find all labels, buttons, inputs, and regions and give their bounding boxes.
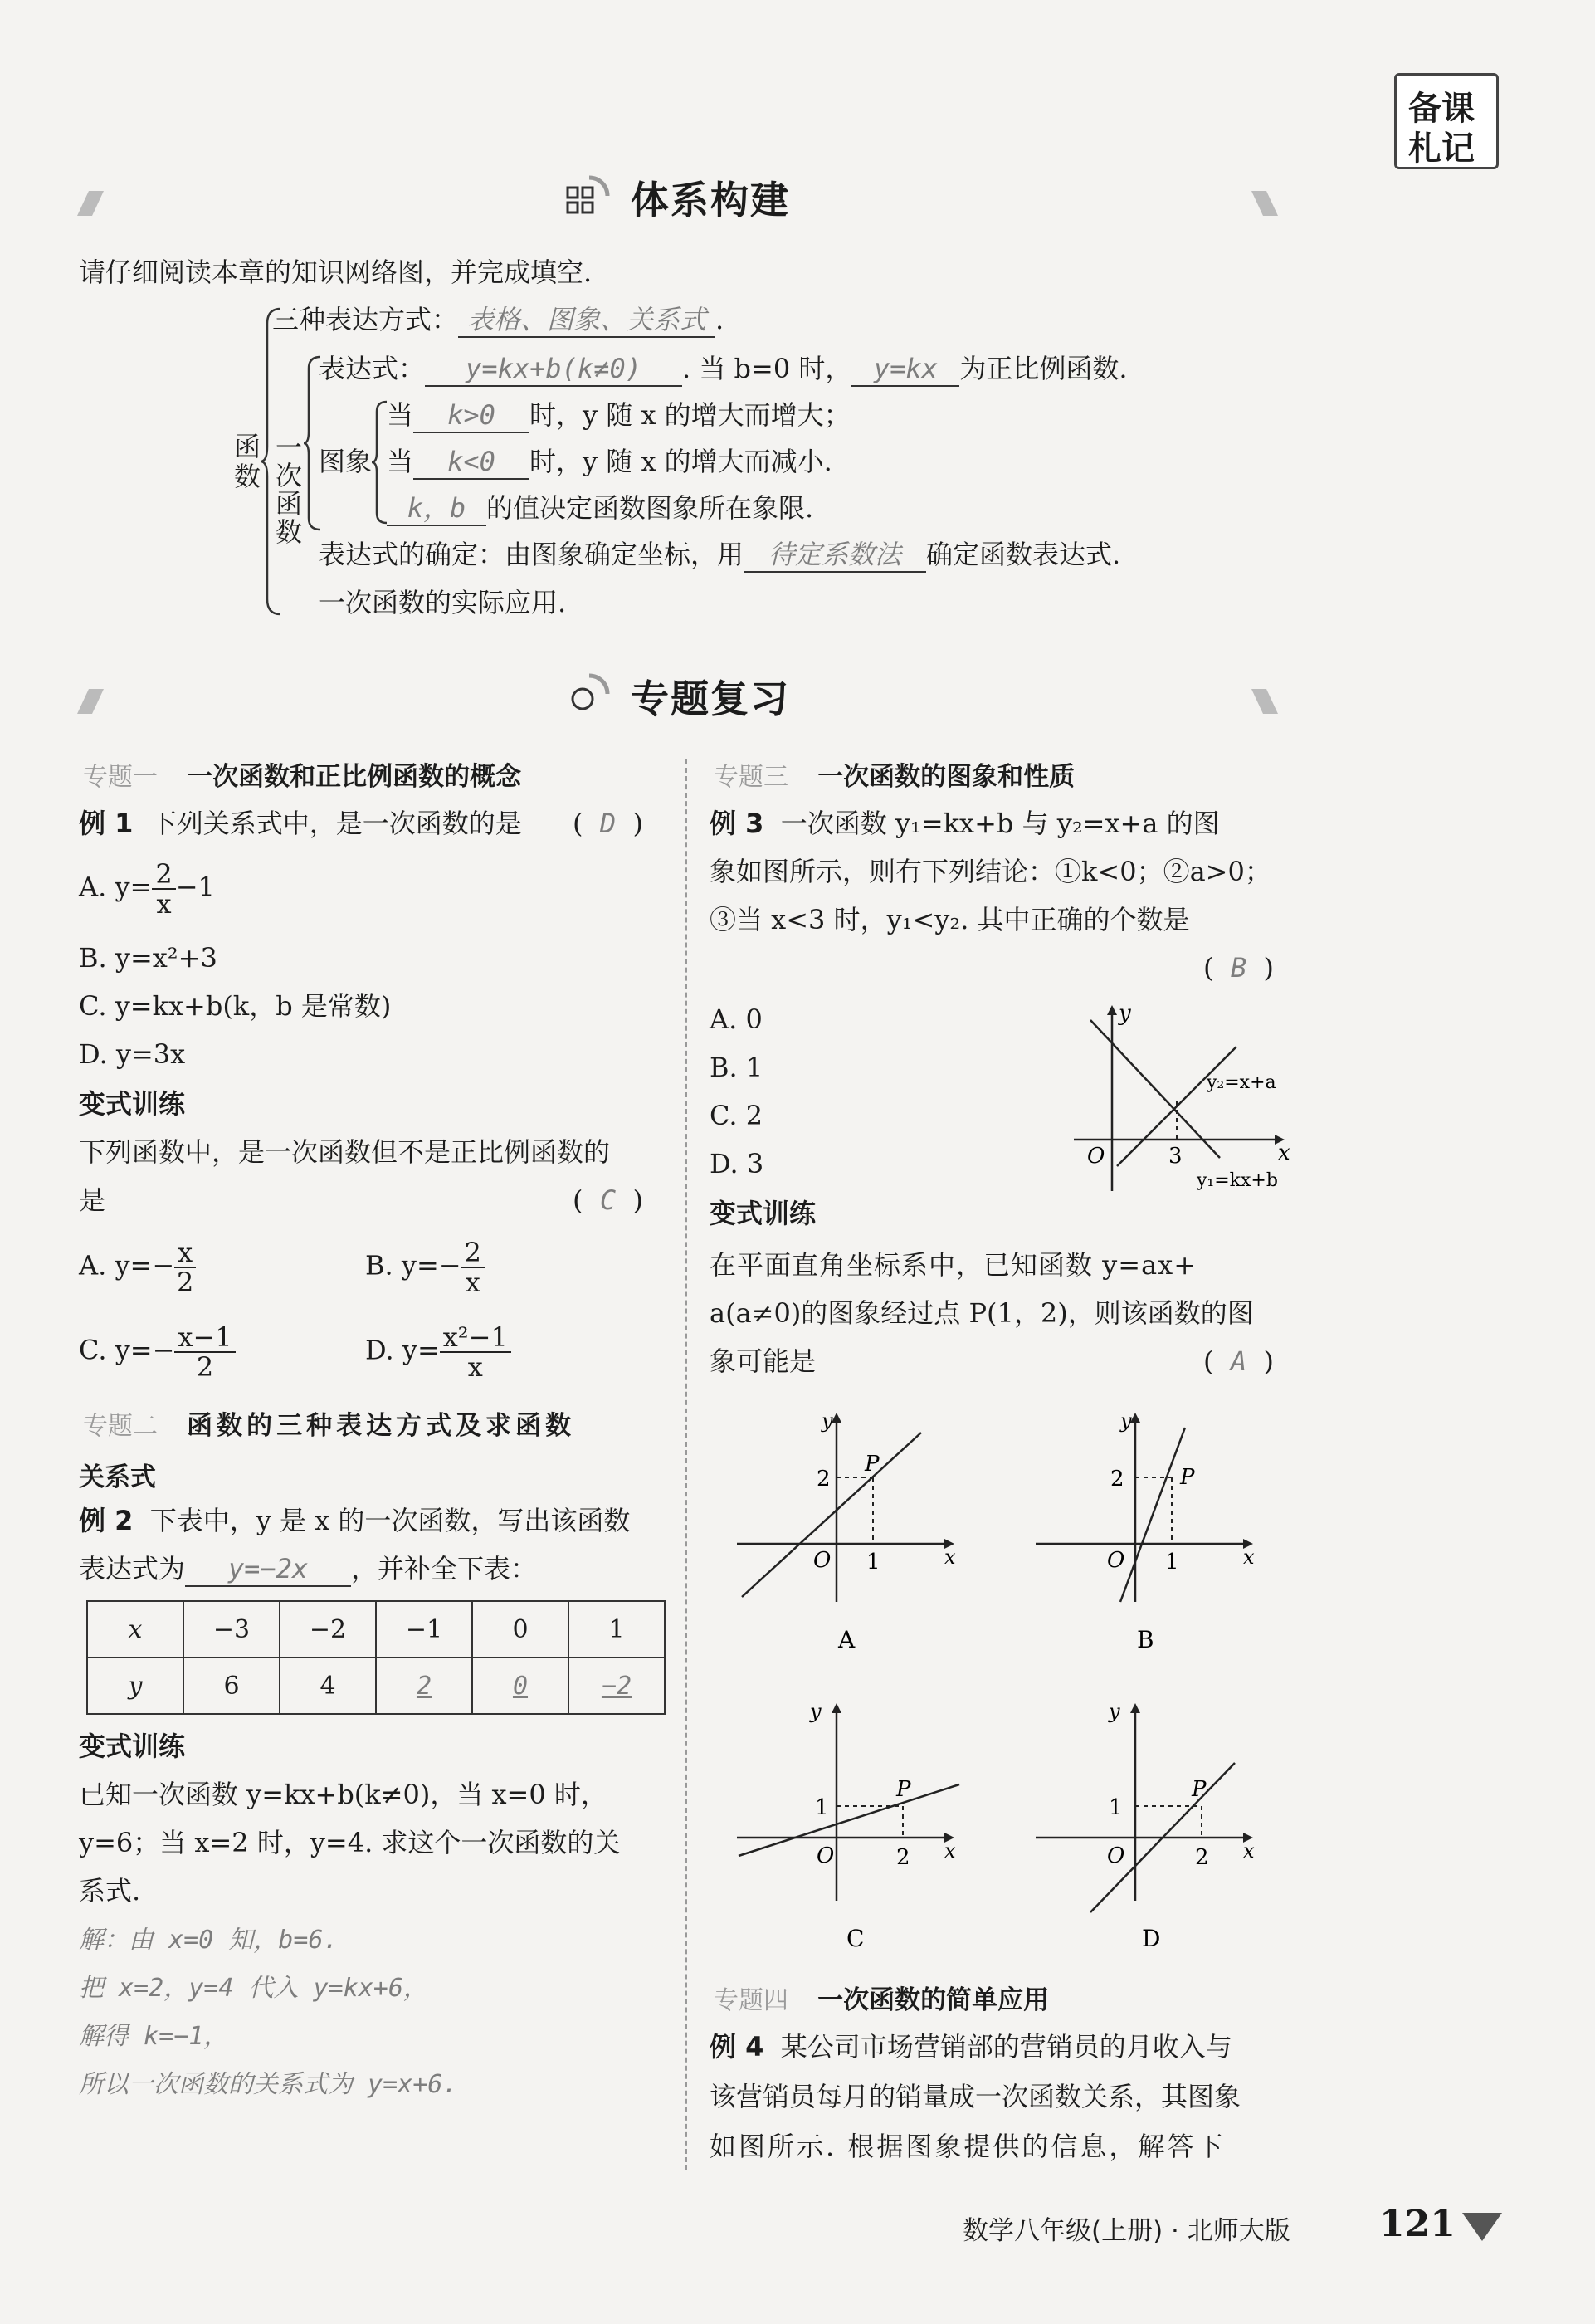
variant1-option-b: B. y=− $\frac{2}{x}$ <box>365 1238 485 1296</box>
variant1-option-c: C. y=− $\frac{x-1}{2}$ <box>79 1323 236 1381</box>
variant3-line2: a(a≠0)的图象经过点 P(1，2)，则该函数的图 <box>710 1297 1254 1329</box>
variant3-answer: ( A ) <box>1203 1345 1274 1377</box>
table-cell: x <box>87 1601 183 1658</box>
graph-d-label: D <box>1142 1925 1161 1952</box>
example3-option-a: A. 0 <box>710 1003 763 1035</box>
topic1-tag: 专题一 <box>83 763 158 792</box>
image-line-decreasing: 当 k<0 时，y 随 x 的增大而减小. <box>387 445 832 480</box>
graph-option-a <box>730 1403 971 1652</box>
topic2-header <box>83 1404 575 1442</box>
example3-answer: ( B ) <box>1203 952 1274 984</box>
section2-decor-left <box>77 689 104 714</box>
svg-text:y: y <box>1109 1700 1120 1723</box>
variant1-answer: ( C ) <box>573 1184 643 1216</box>
variant2-solution-4: 所以一次函数的关系式为 y=x+6. <box>79 2070 458 2099</box>
line-y1 <box>1090 1020 1220 1158</box>
column-divider <box>685 759 687 2170</box>
label-x: x <box>1278 1140 1290 1165</box>
table-cell: −2 <box>280 1601 376 1658</box>
svg-text:O: O <box>1107 1548 1125 1573</box>
example3-option-d: D. 3 <box>710 1148 764 1179</box>
example1-question: 例 1 下列关系式中，是一次函数的是 <box>79 808 522 839</box>
label-y: y <box>1119 1001 1131 1026</box>
svg-text:y: y <box>810 1700 822 1723</box>
image-line-quadrant: k，b 的值决定函数图象所在象限. <box>387 491 813 526</box>
topic3-title: 一次函数的图象和性质 <box>817 762 1076 792</box>
answer-k-b: k，b <box>387 491 486 526</box>
svg-text:O: O <box>813 1548 832 1573</box>
variant1-question-line2: 是 <box>79 1184 106 1216</box>
table-cell: −1 <box>376 1601 472 1658</box>
swirl-icon <box>564 671 611 720</box>
svg-text:O: O <box>1107 1843 1125 1868</box>
table-cell: 0 <box>472 1601 568 1658</box>
answer-three-forms: 表格、图象、关系式 <box>458 303 715 338</box>
footer-book: 数学八年级(上册) · 北师大版 <box>963 2216 1290 2246</box>
example1-option-b: B. y=x²+3 <box>79 942 217 974</box>
variant2-line1: 已知一次函数 y=kx+b(k≠0)，当 x=0 时， <box>79 1779 607 1810</box>
variant2-solution-3: 解得 k=−1， <box>79 2022 229 2051</box>
table-cell: 6 <box>183 1658 280 1714</box>
root-label: 函数 <box>234 431 261 492</box>
table-cell: 0 <box>472 1658 568 1714</box>
svg-text:2: 2 <box>817 1467 831 1492</box>
variant2-heading: 变式训练 <box>79 1731 186 1762</box>
example4-line3: 如图所示. 根据图象提供的信息，解答下 <box>710 2131 1226 2162</box>
answer-k-positive: k>0 <box>413 398 529 433</box>
svg-text:x: x <box>944 1839 956 1863</box>
example4-line1: 例 4 某公司市场营销部的营销员的月收入与 <box>710 2031 1232 2063</box>
svg-text:y: y <box>822 1409 833 1433</box>
variant3-line1: 在平面直角坐标系中，已知函数 y=ax+ <box>710 1249 1197 1281</box>
label-y2: y₂=x+a <box>1207 1072 1276 1093</box>
table-cell: 4 <box>280 1658 376 1714</box>
map-line-determine: 表达式的确定：由图象确定坐标，用 待定系数法 确定函数表达式. <box>319 538 1120 573</box>
example2-line1: 例 2 下表中，y 是 x 的一次函数，写出该函数 <box>79 1505 631 1536</box>
svg-text:P: P <box>896 1777 911 1802</box>
svg-text:x: x <box>1243 1839 1255 1863</box>
topic4-tag: 专题四 <box>714 1986 788 2015</box>
image-line-increasing: 当 k>0 时，y 随 x 的增大而增大； <box>387 398 851 433</box>
topic3-tag: 专题三 <box>714 763 788 792</box>
example3-line1: 例 3 一次函数 y₁=kx+b 与 y₂=x+a 的图 <box>710 808 1220 839</box>
value-table <box>86 1600 666 1715</box>
map-line-application: 一次函数的实际应用. <box>319 587 567 618</box>
branch-label: 一次函数 <box>276 432 303 548</box>
answer-example2: y=−2x <box>185 1552 351 1587</box>
topic1-title: 一次函数和正比例函数的概念 <box>187 762 522 792</box>
topic3-header <box>714 755 1075 793</box>
example1-option-d: D. y=3x <box>79 1038 186 1070</box>
example4-line2: 该营销员每月的销量成一次函数关系，其图象 <box>710 2081 1241 2112</box>
label-y1: y₁=kx+b <box>1197 1170 1278 1191</box>
page-corner-icon <box>1459 2208 1505 2248</box>
variant2-line3: 系式. <box>79 1875 141 1907</box>
graph-option-c <box>730 1693 971 1959</box>
svg-text:1: 1 <box>866 1550 880 1575</box>
svg-text:2: 2 <box>1195 1845 1209 1870</box>
graph-option-d <box>1029 1693 1270 1959</box>
section-decor-right <box>1251 191 1278 216</box>
label-three: 3 <box>1168 1144 1183 1169</box>
badge-line2: 札记 <box>1408 129 1475 168</box>
topic4-title: 一次函数的简单应用 <box>817 1985 1050 2015</box>
example3-graph <box>1071 1000 1311 1199</box>
table-cell: y <box>87 1658 183 1714</box>
notes-badge <box>1394 73 1499 169</box>
svg-text:y: y <box>1120 1409 1132 1433</box>
svg-text:O: O <box>817 1843 835 1868</box>
variant1-option-d: D. y= $\frac{\text{x²−1}}{x}$ <box>365 1323 511 1381</box>
example2-line2: 表达式为 y=−2x ，并补全下表： <box>79 1552 537 1587</box>
map-line-expression: 表达式： y=kx+b(k≠0) . 当 b=0 时， y=kx 为正比例函数. <box>319 352 1128 387</box>
answer-method: 待定系数法 <box>744 538 926 573</box>
topic2-title-cont: 关系式 <box>79 1462 156 1492</box>
example3-line2: 象如图所示，则有下列结论：①k<0；②a>0； <box>710 856 1271 887</box>
graph-option-b <box>1029 1403 1270 1652</box>
svg-text:x: x <box>944 1545 956 1569</box>
table-row <box>87 1601 665 1658</box>
example3-option-c: C. 2 <box>710 1100 763 1131</box>
graph-b-label: B <box>1137 1626 1154 1652</box>
section-decor-left <box>77 191 104 216</box>
table-row <box>87 1658 665 1714</box>
section2-decor-right <box>1251 689 1278 714</box>
topic2-tag: 专题二 <box>83 1412 158 1441</box>
table-cell: 2 <box>376 1658 472 1714</box>
svg-text:x: x <box>1243 1545 1255 1569</box>
variant2-solution-2: 把 x=2，y=4 代入 y=kx+6， <box>79 1974 428 2003</box>
example1-answer: ( D ) <box>573 808 643 839</box>
image-brace <box>370 400 388 525</box>
variant1-option-a: A. y=− $\frac{x}{2}$ <box>79 1238 196 1296</box>
svg-text:1: 1 <box>1109 1795 1123 1820</box>
section-title-system: 体系构建 <box>631 178 790 222</box>
svg-text:1: 1 <box>1165 1550 1179 1575</box>
section1-intro: 请仔细阅读本章的知识网络图，并完成填空. <box>79 256 593 288</box>
topic1-header <box>83 755 521 793</box>
example1-option-a: A. y= $\frac{2}{x}$ −1 <box>79 858 215 920</box>
svg-text:P: P <box>865 1452 880 1477</box>
graph-a-label: A <box>838 1626 856 1652</box>
answer-proportional: y=kx <box>851 352 959 387</box>
topic2-title: 函数的三种表达方式及求函数 <box>187 1411 576 1441</box>
image-label: 图象 <box>319 446 373 477</box>
variant1-heading: 变式训练 <box>79 1088 186 1120</box>
answer-expression: y=kx+b(k≠0) <box>425 352 682 387</box>
topic4-header <box>714 1979 1049 2016</box>
badge-line1: 备课 <box>1408 90 1475 128</box>
example1-option-c: C. y=kx+b(k，b 是常数) <box>79 990 392 1022</box>
section-title-review: 专题复习 <box>631 676 790 721</box>
page-number: 121 <box>1379 2203 1456 2245</box>
table-cell: −2 <box>568 1658 665 1714</box>
table-cell: 1 <box>568 1601 665 1658</box>
variant3-line3: 象可能是 <box>710 1345 817 1377</box>
svg-text:2: 2 <box>1110 1467 1124 1492</box>
variant2-line2: y=6；当 x=2 时，y=4. 求这个一次函数的关 <box>79 1827 621 1858</box>
map-line-expression-forms: 三种表达方式： 表格、图象、关系式 . <box>272 303 724 338</box>
answer-k-negative: k<0 <box>413 445 529 480</box>
grid-icon <box>564 173 611 222</box>
example3-line3: ③当 x<3 时，y₁<y₂. 其中正确的个数是 <box>710 904 1190 935</box>
svg-text:P: P <box>1192 1777 1207 1802</box>
svg-text:2: 2 <box>896 1845 910 1870</box>
variant1-question-line1: 下列函数中，是一次函数但不是正比例函数的 <box>79 1136 611 1168</box>
y-arrow <box>1107 1005 1117 1015</box>
variant2-solution-1: 解：由 x=0 知，b=6. <box>79 1926 339 1955</box>
svg-text:1: 1 <box>815 1795 829 1820</box>
example3-option-b: B. 1 <box>710 1052 763 1083</box>
svg-text:P: P <box>1180 1465 1195 1490</box>
table-cell: −3 <box>183 1601 280 1658</box>
label-origin: O <box>1087 1144 1105 1169</box>
graph-c-label: C <box>846 1925 865 1952</box>
variant3-heading: 变式训练 <box>710 1198 817 1229</box>
